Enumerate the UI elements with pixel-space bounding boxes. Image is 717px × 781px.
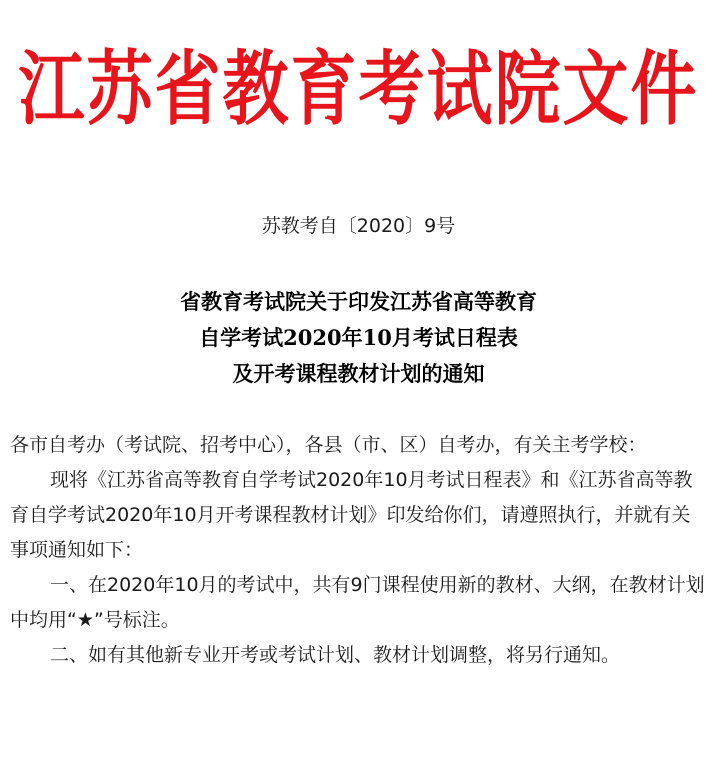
document-body — [10, 428, 707, 673]
document-number: 苏教考自〔2020〕9号 — [261, 215, 456, 237]
salutation-paragraph: 各市自考办（考试院、招考中心），各县（市、区）自考办，有关主考学校： — [10, 434, 647, 456]
document-title — [0, 284, 717, 392]
intro-paragraph: 现将《江苏省高等教育自学考试2020年10月考试日程表》和《江苏省高等教育自学考试2020年10月开考课程教材计划》印发给你们，请遵照执行，并就有关事项通知如下： — [10, 469, 693, 561]
item-2-paragraph: 二、如有其他新专业开考或考试计划、教材计划调整，将另行通知。 — [50, 644, 621, 666]
document-header-title: 江苏省教育考试院文件 — [18, 41, 699, 137]
document-title-line-1: 省教育考试院关于印发江苏省高等教育 — [180, 289, 537, 314]
document-title-line-3: 及开考课程教材计划的通知 — [232, 361, 485, 386]
item-1-paragraph: 一、在2020年10月的考试中，共有9门课程使用新的教材、大纲，在教材计划中均用“★”号标注。 — [10, 574, 705, 631]
document-title-line-2: 自学考试2020年10月考试日程表 — [199, 325, 518, 350]
